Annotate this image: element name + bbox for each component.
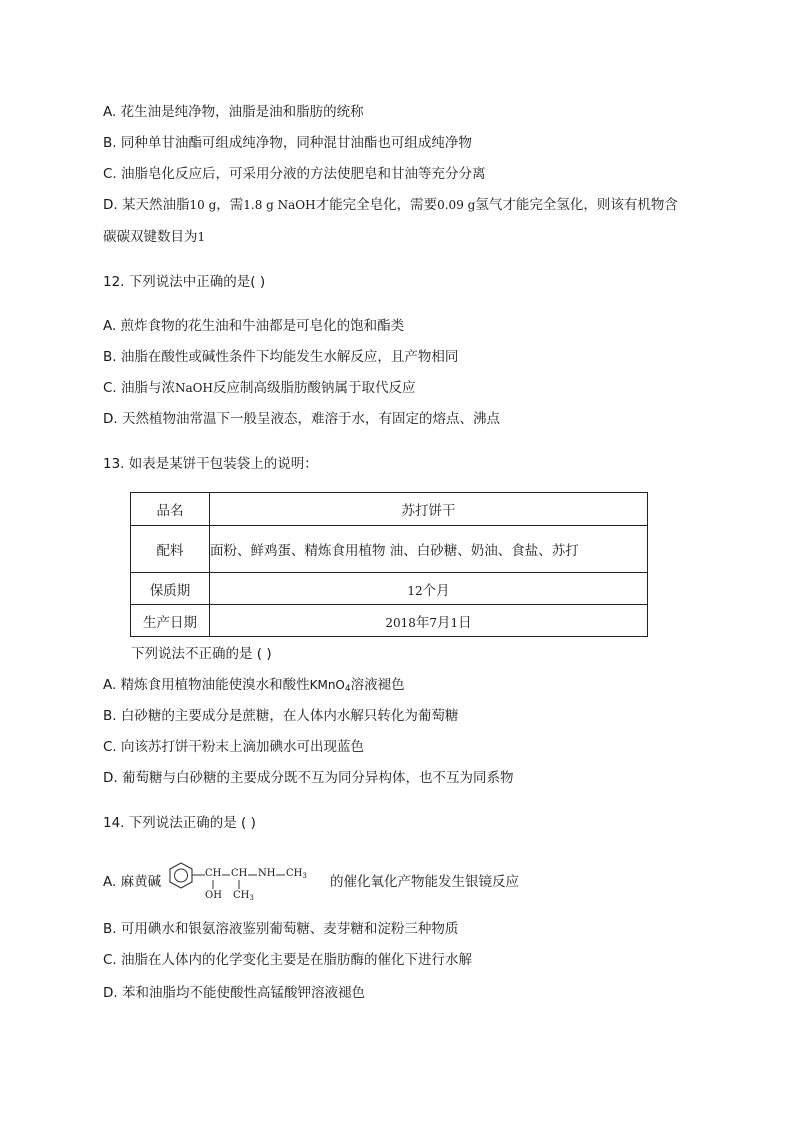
table-val-prod-date (210, 605, 648, 637)
q11-option-b: B. 同种单甘油酯可组成纯净物，同种混甘油酯也可组成纯净物 (103, 135, 472, 151)
q13-a-text-1: A. 精炼食用植物油能使溴水和酸性 (103, 677, 310, 693)
q13-a-formula-sub: 4 (344, 684, 351, 694)
q13-option-a (103, 675, 405, 699)
q11-d-text-4: 氢气才能完全氢化，则该有机物含 (475, 197, 678, 213)
table-val-shelf-life (210, 573, 648, 605)
table-row (131, 493, 648, 526)
q11-option-d (103, 195, 678, 215)
q11-d-mass-naoh: 1.8 g NaOH (243, 198, 316, 212)
q11-d-mass-oil: 10 g (189, 198, 217, 212)
product-info-table (130, 492, 648, 637)
q11-option-a: A. 花生油是纯净物，油脂是油和脂肪的统称 (103, 104, 364, 120)
q11-d-mass-h2: 0.09 g (437, 198, 476, 212)
table-val-ingredients: 面粉、鲜鸡蛋、精炼食用植物 油、白砂糖、奶油、食盐、苏打 (210, 526, 648, 573)
q12-c-text-2: 反应制高级脂肪酸钠属于取代反应 (212, 380, 416, 396)
q11-d-text-1: D. 某天然油脂 (103, 197, 190, 213)
q13-stem: 13. 如表是某饼干包装袋上的说明： (103, 456, 318, 472)
table-row (131, 526, 648, 573)
date-year: 2018 (385, 615, 416, 630)
q13-option-c: C. 向该苏打饼干粉末上滴加碘水可出现蓝色 (103, 739, 365, 755)
q11-d-text-2: ，需 (216, 197, 244, 213)
shelf-life-months: 12 (407, 583, 423, 598)
q11-option-c: C. 油脂皂化反应后，可采用分液的方法使肥皂和甘油等充分分离 (103, 166, 486, 182)
q14-option-d: D. 苯和油脂均不能使酸性高锰酸钾溶液褪色 (103, 985, 365, 1001)
q12-option-c (103, 378, 415, 398)
q11-d-count: 1 (197, 230, 206, 244)
q12-stem: 12. 下列说法中正确的是( ) (103, 274, 266, 290)
q11-d-text-5: 碳碳双键数目为 (103, 229, 198, 245)
q14-option-b: B. 可用碘水和银氨溶液鉴别葡萄糖、麦芽糖和淀粉三种物质 (103, 921, 459, 937)
ephedrine-structure (165, 858, 335, 908)
table-key-shelf-life: 保质期 (131, 573, 210, 605)
q13-option-d: D. 葡萄糖与白砂糖的主要成分既不互为同分异构体，也不互为同系物 (103, 770, 514, 786)
mol-ch-1: CH (205, 868, 222, 879)
q12-option-a: A. 煎炸食物的花生油和牛油都是可皂化的饱和酯类 (103, 318, 405, 334)
mol-oh: OH (205, 890, 222, 901)
table-key-prod-date: 生产日期 (131, 605, 210, 637)
q14-option-c: C. 油脂在人体内的化学变化主要是在脂肪酶的催化下进行水解 (103, 952, 473, 968)
q12-option-d: D. 天然植物油常温下一般呈液态，难溶于水，有固定的熔点、沸点 (103, 411, 500, 427)
q12-c-text-1: C. 油脂与浓 (103, 380, 176, 396)
table-key-ingredients: 配料 (131, 526, 210, 573)
q13-a-formula: KMnO (309, 678, 345, 692)
date-day-unit: 日 (458, 614, 472, 631)
table-val-name: 苏打饼干 (210, 493, 648, 526)
q14-option-a-post: 的催化氧化产物能发生银镜反应 (330, 874, 519, 890)
shelf-life-unit: 个月 (422, 582, 450, 599)
q12-c-formula: NaOH (175, 381, 213, 395)
date-year-unit: 年 (415, 614, 430, 631)
q12-option-b: B. 油脂在酸性或碱性条件下均能发生水解反应，且产物相同 (103, 349, 459, 365)
q13-option-b: B. 白砂糖的主要成分是蔗糖，在人体内水解只转化为葡萄糖 (103, 708, 459, 724)
date-month: 7 (429, 615, 438, 630)
mol-ch-2: CH (231, 868, 248, 879)
q14-stem: 14. 下列说法正确的是 ( ) (103, 815, 256, 831)
table-row (131, 573, 648, 605)
q13-a-text-2: 溶液褪色 (350, 677, 405, 693)
mol-ch3-bottom: $CH_3$ (233, 890, 254, 902)
q11-option-d-cont (103, 227, 205, 247)
q14-option-a-pre: A. 麻黄碱 (103, 874, 162, 890)
q13-sub-stem: 下列说法不正确的是 ( ) (131, 646, 272, 662)
q11-d-text-3: 才能完全皂化，需要 (315, 197, 438, 213)
date-month-unit: 月 (437, 614, 451, 631)
table-key-name: 品名 (131, 493, 210, 526)
mol-nh: NH (258, 868, 276, 879)
date-day: 1 (450, 615, 459, 630)
mol-ch3: $CH_3$ (286, 868, 307, 880)
table-row (131, 605, 648, 637)
